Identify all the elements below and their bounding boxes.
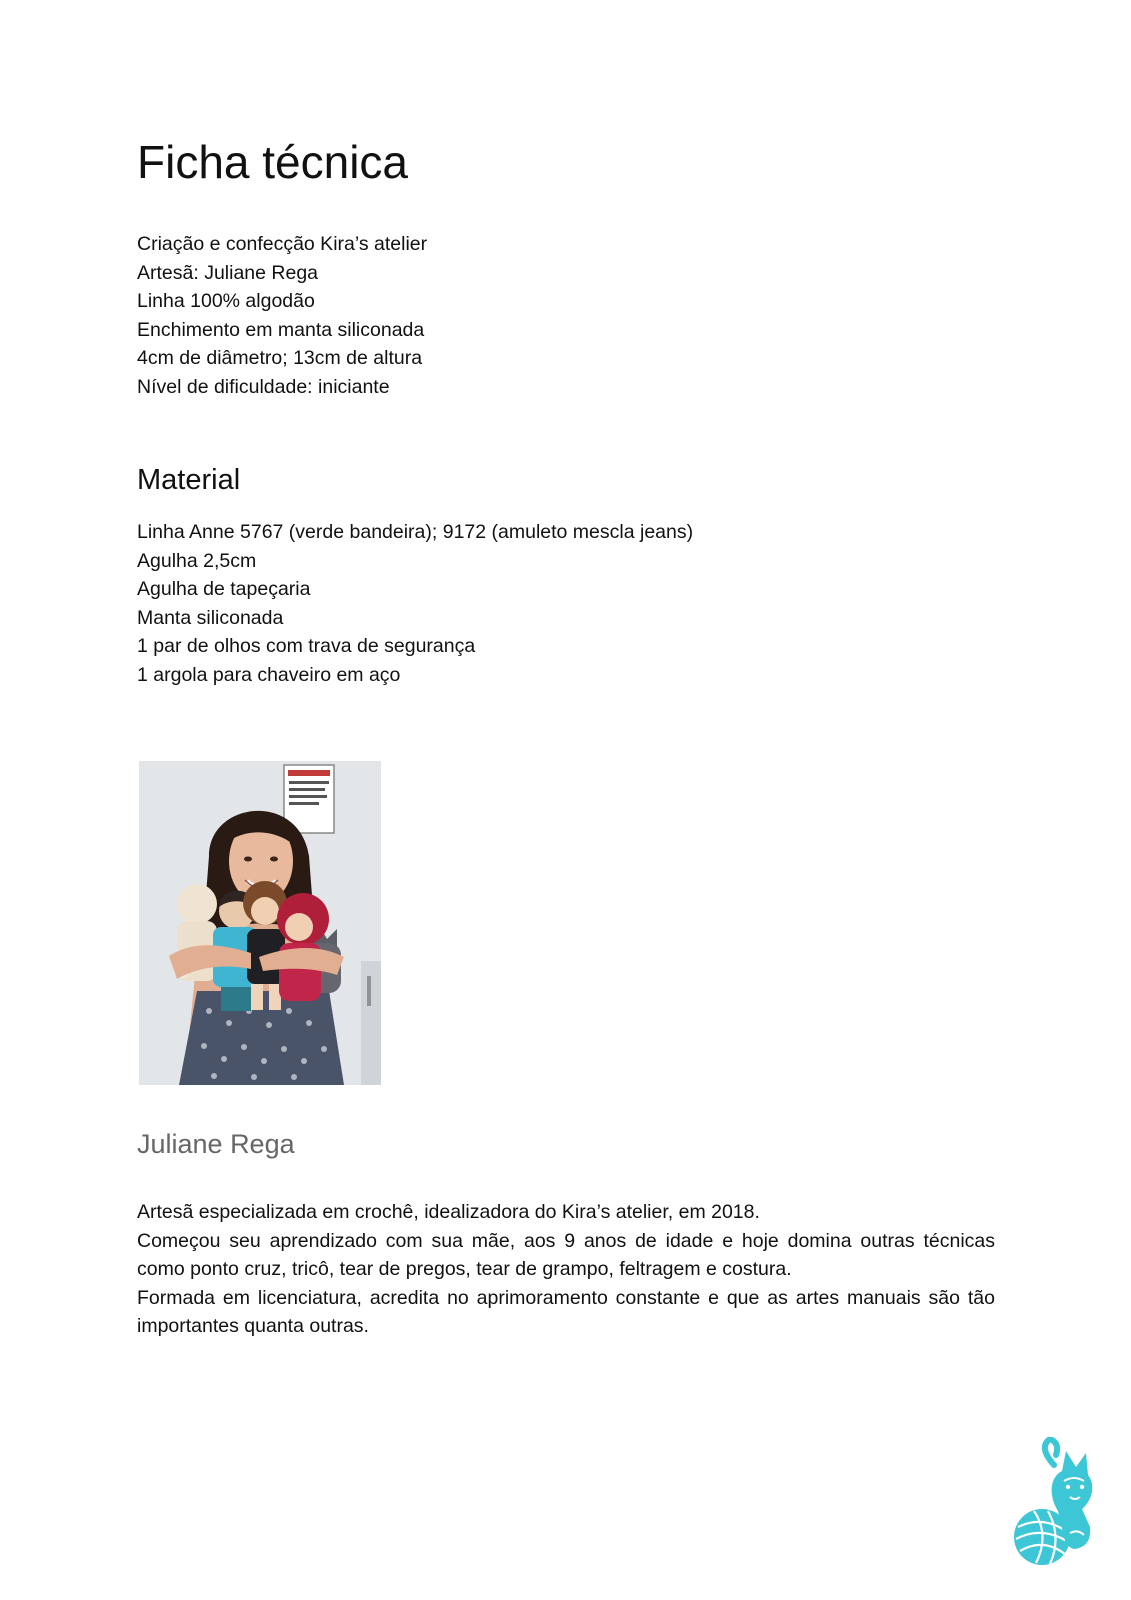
material-list — [137, 518, 693, 689]
material-item: Linha Anne 5767 (verde bandeira); 9172 (amuleto mescla jeans) — [137, 521, 694, 543]
cat-yarn-logo-svg — [1004, 1437, 1096, 1569]
spec-item: 4cm de diâmetro; 13cm de altura — [137, 347, 423, 369]
bio-paragraph: Artesã especializada em crochê, idealizadora do Kira’s atelier, em 2018. — [137, 1201, 760, 1223]
author-photo-illustration — [139, 761, 381, 1085]
material-item: Manta siliconada — [137, 606, 284, 629]
author-bio — [137, 1198, 995, 1341]
spec-list — [137, 230, 427, 401]
page-title: Ficha técnica — [137, 136, 409, 188]
spec-item: Criação e confecção Kira’s atelier — [137, 233, 428, 255]
spec-item: Artesã: Juliane Rega — [137, 261, 319, 284]
material-item: 1 par de olhos com trava de segurança — [137, 635, 476, 657]
bio-paragraph: Começou seu aprendizado com sua mãe, aos 9 anos de idade e hoje domina outras técnicas como ponto cruz, tricô, tear de pregos, tear de grampo, feltragem e costura. — [137, 1229, 995, 1280]
cat-yarn-logo-icon — [1004, 1437, 1096, 1569]
material-item: Agulha de tapeçaria — [137, 578, 311, 600]
spec-item: Enchimento em manta siliconada — [137, 318, 425, 341]
material-item: 1 argola para chaveiro em aço — [137, 663, 401, 686]
material-item: Agulha 2,5cm — [137, 549, 257, 572]
author-name: Juliane Rega — [137, 1129, 295, 1159]
material-heading: Material — [137, 464, 241, 496]
bio-paragraph: Formada em licenciatura, acredita no aprimoramento constante e que as artes manuais são tão importantes quanta outras. — [137, 1286, 995, 1337]
spec-item: Nível de dificuldade: iniciante — [137, 375, 390, 398]
spec-item: Linha 100% algodão — [137, 290, 315, 312]
author-photo — [139, 761, 381, 1085]
